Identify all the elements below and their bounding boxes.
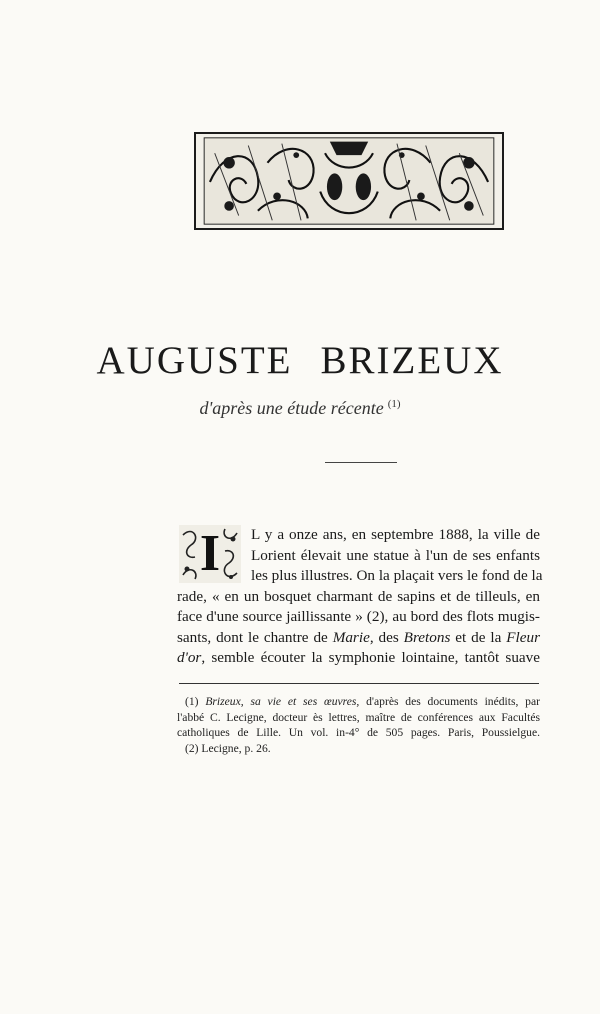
title-word-1: AUGUSTE xyxy=(96,339,293,382)
work-title-fleur: Fleur xyxy=(506,628,540,646)
text-run: d'après des documents inédits, par xyxy=(359,695,540,708)
body-paragraph xyxy=(177,525,543,669)
footnote-number: (1) xyxy=(185,695,206,708)
body-line: L y a onze ans, en septembre 1888, la ville de xyxy=(251,526,540,543)
body-line xyxy=(177,628,540,649)
page-title xyxy=(0,338,600,383)
body-line: les plus illustres. On la plaçait vers le fond de la xyxy=(251,567,543,584)
footnote-1-line xyxy=(177,694,540,710)
body-line: face d'une source jaillissante » (2), au bord des flots mugis- xyxy=(177,608,540,625)
work-title-marie: Marie xyxy=(332,628,370,646)
body-line xyxy=(177,648,540,669)
subtitle xyxy=(0,398,600,419)
text-run: sants, dont le chantre de xyxy=(177,628,333,646)
subtitle-text: d'après une étude récente xyxy=(199,398,384,418)
footnote-1-line: l'abbé C. Lecigne, docteur ès lettres, maître de conférences aux Facultés xyxy=(177,710,540,724)
text-run: , semble écouter la symphonie lointaine, tantôt suave xyxy=(201,649,540,666)
work-title-bretons: Bretons xyxy=(403,628,451,646)
ornamental-headpiece xyxy=(194,132,504,230)
foliage-ornament-image xyxy=(196,134,502,228)
body-line: rade, « en un bosquet charmant de sapins et de tilleuls, en xyxy=(177,587,540,605)
footnote-book-title: Brizeux, sa vie et ses œuvres, xyxy=(205,695,360,708)
footnote-separator xyxy=(179,683,539,684)
text-run: , des xyxy=(369,628,404,646)
footnotes xyxy=(177,694,540,756)
body-line: Lorient élevait une statue à l'un de ses enfants xyxy=(251,546,540,564)
work-title-dor: d'or xyxy=(177,649,202,666)
section-divider xyxy=(325,462,397,463)
text-run: et de la xyxy=(450,628,507,646)
footnote-1-line: catholiques de Lille. Un vol. in-4° de 505 pages. Paris, Poussielgue. xyxy=(177,726,540,739)
subtitle-footnote-ref: (1) xyxy=(387,398,401,410)
title-word-2: BRIZEUX xyxy=(320,339,504,382)
footnote-2-line: (2) Lecigne, p. 26. xyxy=(185,741,271,755)
dropcap-letter: I xyxy=(199,525,221,582)
